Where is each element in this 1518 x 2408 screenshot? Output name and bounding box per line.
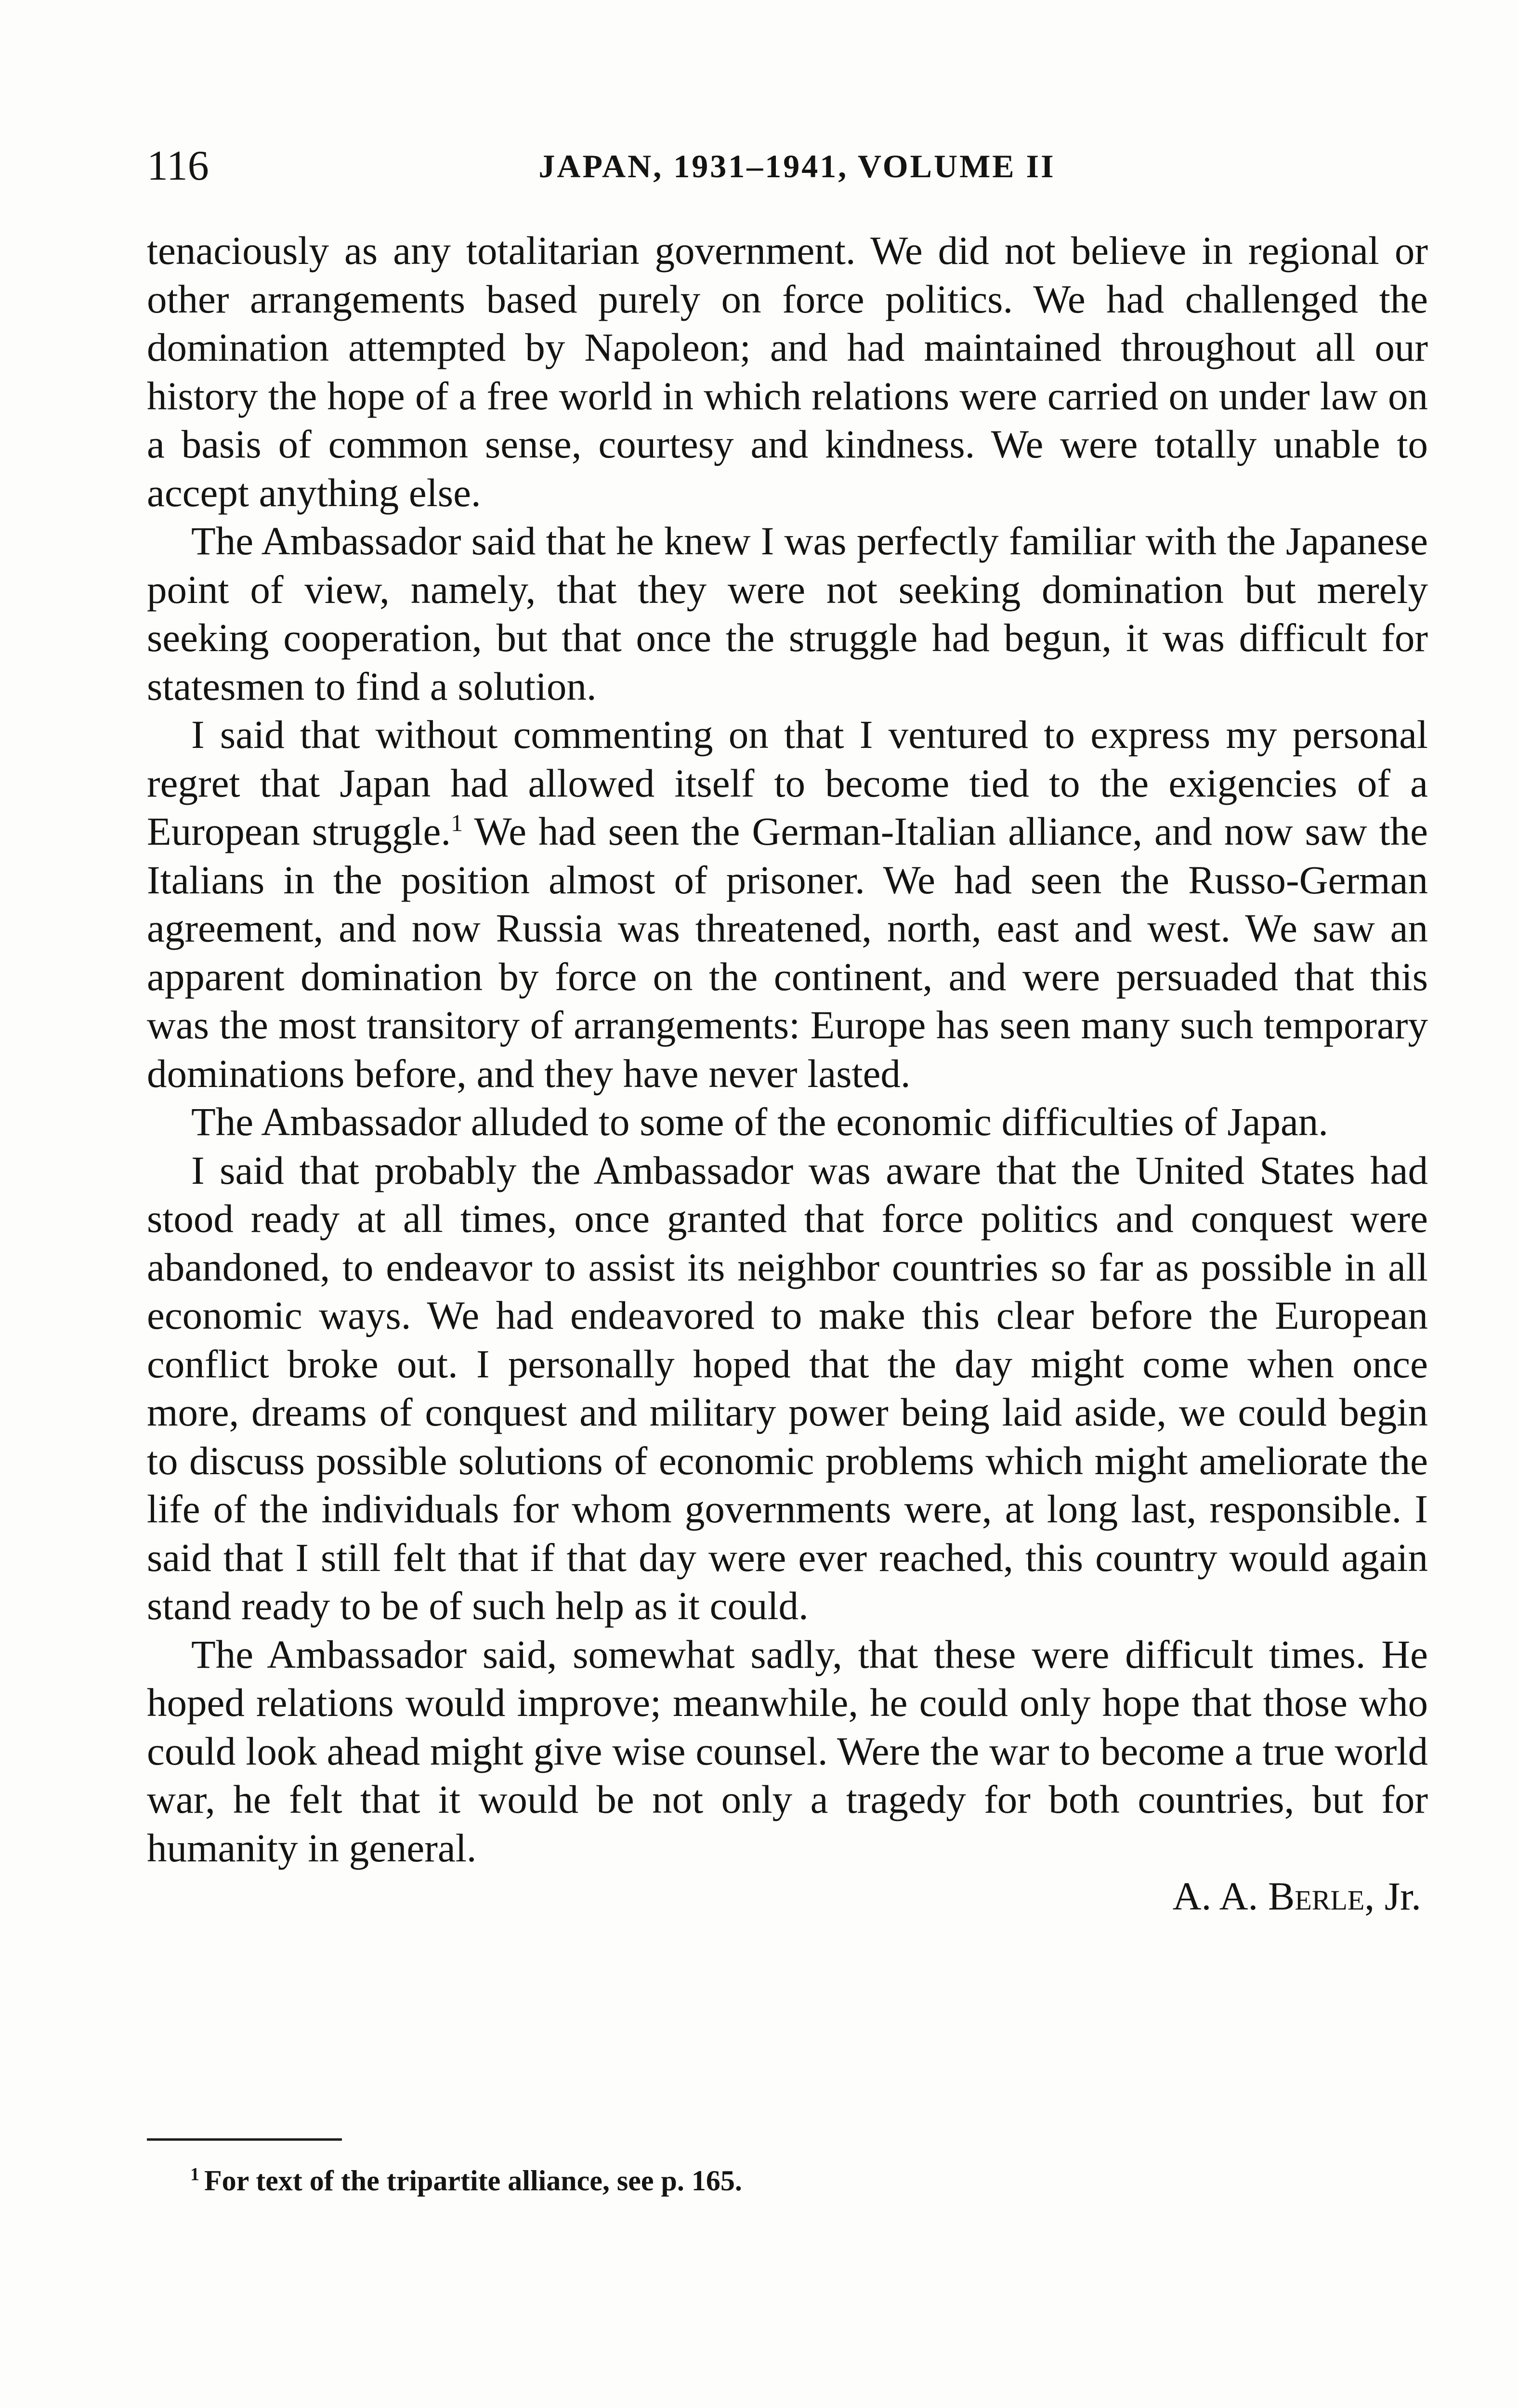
paragraph-3 xyxy=(147,710,1428,1098)
signature-suffix: , Jr. xyxy=(1364,1874,1421,1918)
paragraph-6: The Ambassador said, somewhat sadly, that these were difficult times. He hoped relations would improve; meanwhile, he could only hope that those who could look ahead might give wise counsel. Were the war to become a true world war, he felt that it would be not only a tragedy for both countries, but for humanity in general. xyxy=(147,1632,1428,1870)
body-text xyxy=(147,226,1428,1921)
paragraph-1: tenaciously as any totalitarian government. We did not believe in regional or other arrangements based purely on force politics. We had challenged the domination attempted by Napoleon; and had maintained throughout all our history the hope of a free world in which relations were carried on under law on a basis of common sense, courtesy and kindness. We were totally unable to accept anything else. xyxy=(147,228,1428,515)
running-title: JAPAN, 1931–1941, VOLUME II xyxy=(538,148,1056,184)
paragraph-3-part-1: I said that without commenting on that I ventured to express my personal regret that Japan had allowed itself to become tied to the exigencies of a European struggle. xyxy=(147,712,1428,853)
signature-surname: Berle xyxy=(1268,1874,1365,1918)
page-number: 116 xyxy=(147,143,209,189)
paragraph-5: I said that probably the Ambassador was aware that the United States had stood ready at all times, once granted that force politics and conquest were abandoned, to endeavor to assist its neighbor countries so far as possible in all economic ways. We had endeavored to make this clear before the European conflict broke out. I personally hoped that the day might come when once more, dreams of conquest and military power being laid aside, we could begin to discuss possible solutions of economic problems which might ameliorate the life of the individuals for whom governments were, at long last, responsible. I said that I still felt that if that day were ever reached, this country would again stand ready to be of such help as it could. xyxy=(147,1148,1428,1628)
footnote xyxy=(190,2161,1394,2200)
signature xyxy=(147,1872,1428,1921)
paragraph-3-part-2: We had seen the German-Italian alliance, and now saw the Italians in the position almost of prisoner. We had seen the Russo-German agreement, and now Russia was threatened, north, east and west. We saw an apparent domination by force on the continent, and were persuaded that this was the most transitory of arrangements: Europe has seen many such temporary dominations before, and they have never lasted. xyxy=(147,809,1428,1096)
footnote-reference: 1 xyxy=(451,809,463,837)
paragraph-4: The Ambassador alluded to some of the economic difficulties of Japan. xyxy=(191,1099,1329,1144)
footnote-marker: 1 xyxy=(190,2164,199,2185)
footnote-divider xyxy=(147,2138,342,2141)
paragraph-2: The Ambassador said that he knew I was perfectly familiar with the Japanese point of view, namely, that they were not seeking domination but merely seeking cooperation, but that once the struggle had begun, it was difficult for statesmen to find a solution. xyxy=(147,519,1428,708)
signature-initials: A. A. xyxy=(1172,1874,1269,1918)
footnote-text: For text of the tripartite alliance, see p. 165. xyxy=(204,2165,742,2197)
running-head xyxy=(147,140,1428,193)
